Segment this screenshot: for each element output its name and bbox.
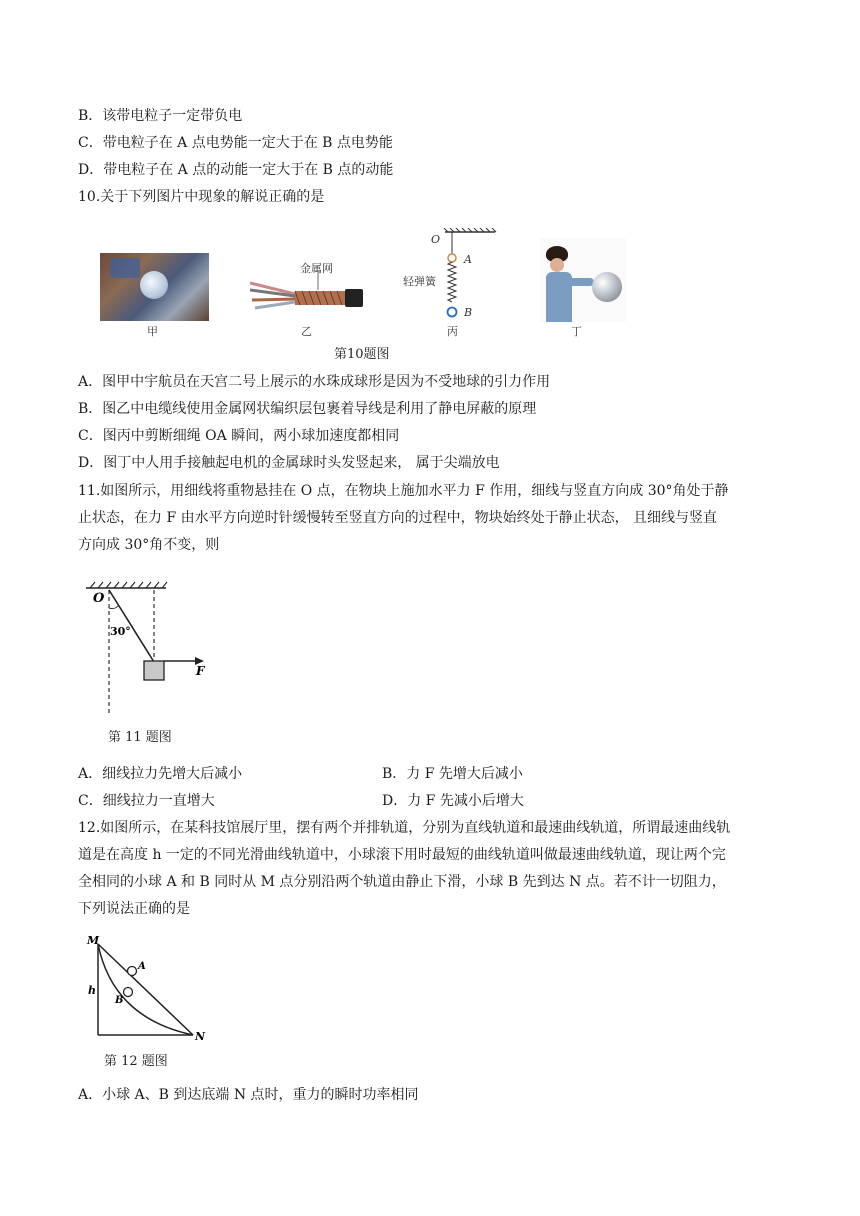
light-spring-label: 轻弹簧 — [403, 275, 436, 288]
fig-label-ding: 丁 — [571, 325, 582, 338]
q11-stem-line2: 止状态，在力 F 由水平方向逆时针缓慢转至竖直方向的过程中，物块始终处于静止状态， 且细线与竖直 — [78, 510, 718, 526]
q11-option-a: A．细线拉力先增大后减小 — [78, 766, 243, 782]
point-o-label: O — [431, 233, 441, 246]
q12-stem-line2: 道是在高度 h 一定的不同光滑曲线轨道中，小球滚下用时最短的曲线轨道叫做最速曲线轨道，现让两个完 — [78, 847, 726, 863]
girl-touching-generator-photo — [540, 238, 626, 322]
q11-stem-line1: 11.如图所示，用细线将重物悬挂在 O 点，在物块上施加水平力 F 作用，细线与竖直方向成 30°角处于静 — [78, 483, 729, 499]
q10-option-d: D．图丁中人用手接触起电机的金属球时头发竖起来， 属于尖端放电 — [78, 455, 500, 471]
q11-figure-caption: 第 11 题图 — [108, 730, 172, 745]
q11-option-c: C．细线拉力一直增大 — [78, 793, 215, 809]
q9-option-d: D．带电粒子在 A 点的动能一定大于在 B 点的动能 — [78, 162, 394, 178]
q10-figure-caption: 第10题图 — [334, 347, 390, 362]
ball-b-label: B — [115, 995, 124, 1006]
q11-hanging-weight-diagram — [80, 578, 220, 718]
point-o-label: O — [93, 591, 105, 606]
q12-stem-line1: 12.如图所示，在某科技馆展厅里，摆有两个并排轨道，分别为直线轨道和最速曲线轨道，所谓最速曲线轨 — [78, 820, 731, 836]
fig-label-bing: 丙 — [447, 325, 458, 338]
q12-stem-line4: 下列说法正确的是 — [78, 901, 190, 917]
angle-30-label: 30° — [110, 625, 131, 638]
astronaut-water-ball-photo — [100, 253, 209, 321]
q12-track-diagram — [85, 930, 215, 1045]
q10-option-b: B．图乙中电缆线使用金属网状编织层包裹着导线是利用了静电屏蔽的原理 — [78, 401, 537, 417]
q10-option-a: A．图甲中宇航员在天宫二号上展示的水珠成球形是因为不受地球的引力作用 — [78, 374, 551, 390]
q9-option-c: C．带电粒子在 A 点电势能一定大于在 B 点电势能 — [78, 135, 393, 151]
point-n-label: N — [195, 1030, 206, 1043]
point-b-label: B — [464, 306, 473, 319]
q11-option-d: D．力 F 先减小后增大 — [382, 793, 524, 809]
height-h-label: h — [88, 984, 96, 997]
fig-label-jia: 甲 — [147, 325, 158, 338]
q11-stem-line3: 方向成 30°角不变，则 — [78, 537, 220, 553]
point-m-label: M — [87, 934, 100, 947]
q11-option-b: B．力 F 先增大后减小 — [382, 766, 523, 782]
force-f-label: F — [196, 664, 205, 678]
ball-a-label: A — [138, 961, 146, 972]
q9-option-b: B．该带电粒子一定带负电 — [78, 108, 243, 124]
metal-mesh-label: 金属网 — [300, 262, 333, 275]
q12-option-a: A．小球 A、B 到达底端 N 点时，重力的瞬时功率相同 — [78, 1087, 419, 1103]
q12-figure-caption: 第 12 题图 — [104, 1054, 168, 1069]
fig-label-yi: 乙 — [301, 325, 312, 338]
q12-stem-line3: 全相同的小球 A 和 B 同时从 M 点分别沿两个轨道由静止下滑，小球 B 先到达 N 点。若不计一切阻力， — [78, 874, 726, 890]
point-a-label: A — [464, 253, 472, 266]
q10-option-c: C．图丙中剪断细绳 OA 瞬间，两小球加速度都相同 — [78, 428, 400, 444]
q10-stem: 10.关于下列图片中现象的解说正确的是 — [78, 189, 325, 205]
